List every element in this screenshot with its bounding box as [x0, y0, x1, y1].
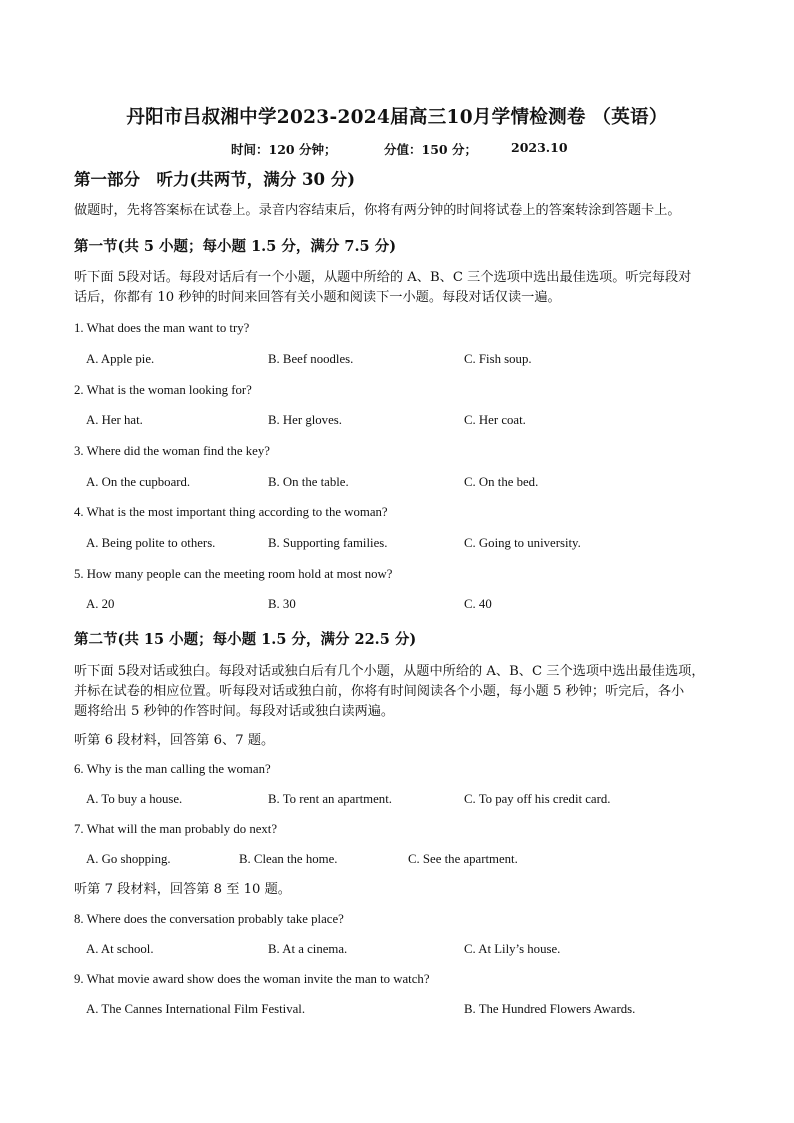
- q5-option-a: A. 20: [86, 597, 115, 611]
- q7-option-a: A. Go shopping.: [86, 852, 171, 866]
- question-7: 7. What will the man probably do next?: [74, 822, 278, 836]
- q1-option-c: C. Fish soup.: [464, 352, 532, 366]
- section1-instruction: [74, 268, 734, 308]
- material-7-text: 听第 7 段材料，回答第 8 至 10 题。: [74, 882, 291, 897]
- section2-heading: 第二节(共 15 小题；每小题 1.5 分，满分 22.5 分): [74, 631, 417, 648]
- exam-time: 时间：120 分钟；: [231, 142, 337, 157]
- q8-option-b: B. At a cinema.: [268, 942, 348, 956]
- question-1: 1. What does the man want to try?: [74, 321, 250, 335]
- q6-option-a: A. To buy a house.: [86, 792, 183, 806]
- question-5: 5. How many people can the meeting room hold at most now?: [74, 567, 393, 581]
- question-9: 9. What movie award show does the woman invite the man to watch?: [74, 972, 430, 986]
- q8-option-c: C. At Lily’s house.: [464, 942, 561, 956]
- exam-score: 分值：150 分；: [384, 142, 477, 157]
- material-7-note: [74, 880, 734, 900]
- q3-option-c: C. On the bed.: [464, 475, 539, 489]
- q2-option-a: A. Her hat.: [86, 413, 143, 427]
- material-6-note: [74, 731, 734, 751]
- part1-heading: 第一部分 听力(共两节，满分 30 分): [74, 170, 356, 189]
- section2-instruction: [74, 662, 734, 722]
- exam-date: 2023.10: [511, 140, 568, 155]
- q1-option-b: B. Beef noodles.: [268, 352, 354, 366]
- q7-option-c: C. See the apartment.: [408, 852, 518, 866]
- question-6: 6. Why is the man calling the woman?: [74, 762, 271, 776]
- exam-title: 丹阳市吕叔湘中学2023-2024届高三10月学情检测卷 （英语）: [126, 107, 668, 128]
- q8-option-a: A. At school.: [86, 942, 154, 956]
- part1-instruction: [74, 201, 734, 221]
- question-3: 3. Where did the woman find the key?: [74, 444, 270, 458]
- q3-option-b: B. On the table.: [268, 475, 349, 489]
- instruction-line: 并标在试卷的相应位置。听每段对话或独白前，你将有时间阅读各个小题，每小题 5 秒钟；听完后，各小: [74, 684, 685, 699]
- instruction-line: 题将给出 5 秒钟的作答时间。每段对话或独白读两遍。: [74, 704, 395, 719]
- question-4: 4. What is the most important thing according to the woman?: [74, 505, 388, 519]
- q4-option-c: C. Going to university.: [464, 536, 581, 550]
- q2-option-b: B. Her gloves.: [268, 413, 342, 427]
- instruction-line: 话后，你都有 10 秒钟的时间来回答有关小题和阅读下一小题。每段对话仅读一遍。: [74, 290, 561, 305]
- part1-instruction-line: 做题时，先将答案标在试卷上。录音内容结束后，你将有两分钟的时间将试卷上的答案转涂到答题卡上。: [74, 203, 681, 218]
- q9-option-a: A. The Cannes International Film Festival.: [86, 1002, 306, 1016]
- instruction-line: 听下面 5段对话。每段对话后有一个小题，从题中所给的 A、B、C 三个选项中选出最佳选项。听完每段对: [74, 270, 692, 285]
- q7-option-b: B. Clean the home.: [239, 852, 338, 866]
- question-2: 2. What is the woman looking for?: [74, 383, 252, 397]
- q2-option-c: C. Her coat.: [464, 413, 526, 427]
- material-6-text: 听第 6 段材料，回答第 6、7 题。: [74, 733, 275, 748]
- q6-option-c: C. To pay off his credit card.: [464, 792, 611, 806]
- q5-option-c: C. 40: [464, 597, 492, 611]
- q5-option-b: B. 30: [268, 597, 296, 611]
- q4-option-a: A. Being polite to others.: [86, 536, 216, 550]
- q4-option-b: B. Supporting families.: [268, 536, 388, 550]
- q9-option-b: B. The Hundred Flowers Awards.: [464, 1002, 636, 1016]
- instruction-line: 听下面 5段对话或独白。每段对话或独白后有几个小题，从题中所给的 A、B、C 三个选项中选出最佳选项，: [74, 664, 705, 679]
- question-8: 8. Where does the conversation probably take place?: [74, 912, 344, 926]
- q3-option-a: A. On the cupboard.: [86, 475, 191, 489]
- section1-heading: 第一节(共 5 小题；每小题 1.5 分，满分 7.5 分): [74, 238, 397, 255]
- q1-option-a: A. Apple pie.: [86, 352, 155, 366]
- q6-option-b: B. To rent an apartment.: [268, 792, 392, 806]
